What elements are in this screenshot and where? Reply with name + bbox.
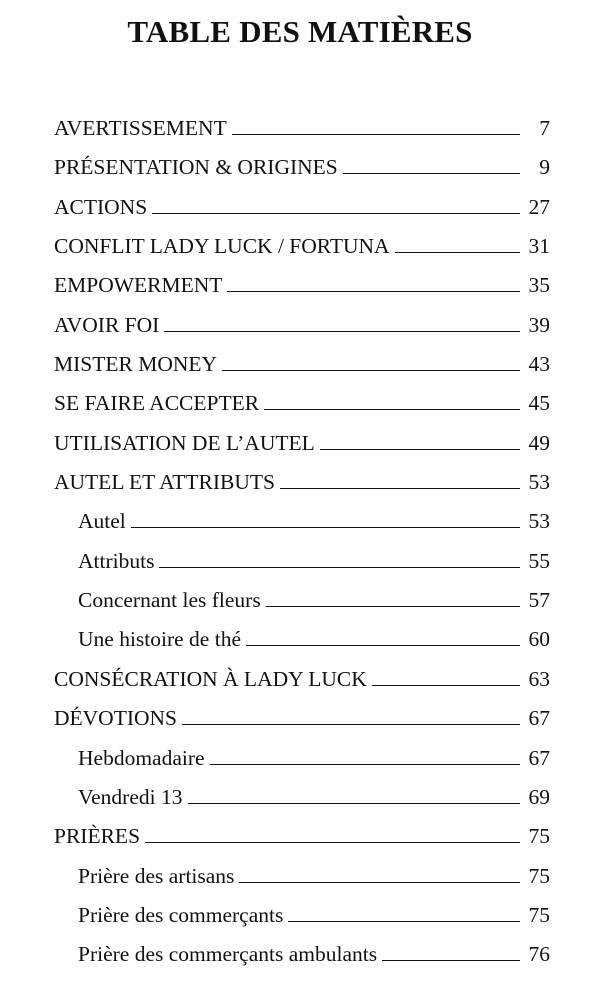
toc-entry-page: 7 <box>539 116 550 140</box>
toc-leader-line <box>343 172 520 174</box>
toc-leader-line <box>222 369 520 371</box>
toc-subentry-concernant-fleurs[interactable] <box>54 585 550 624</box>
toc-entry-page: 75 <box>528 863 550 888</box>
toc-entry-label: Une histoire de thé <box>78 627 241 652</box>
table-of-contents <box>54 113 550 979</box>
toc-leader-line <box>382 959 520 961</box>
toc-entry-page: 67 <box>528 745 550 770</box>
toc-leader-line <box>159 566 520 568</box>
toc-entry-page: 67 <box>528 706 550 731</box>
toc-entry-label: Hebdomadaire <box>78 745 205 770</box>
toc-entry-label: Prière des artisans <box>78 863 235 888</box>
toc-entry-page: 69 <box>528 784 550 809</box>
toc-entry-conflit[interactable] <box>54 231 550 270</box>
toc-entry-label: Concernant les fleurs <box>78 588 261 613</box>
toc-entry-label: Autel <box>78 509 126 534</box>
toc-subentry-histoire-the[interactable] <box>54 624 550 663</box>
toc-entry-label: Vendredi 13 <box>78 784 183 809</box>
toc-leader-line <box>395 251 520 253</box>
toc-subentry-attributs[interactable] <box>54 546 550 585</box>
toc-leader-line <box>227 290 520 292</box>
toc-leader-line <box>164 330 520 332</box>
toc-entry-label: DÉVOTIONS <box>54 706 178 731</box>
toc-entry-page: 31 <box>528 234 550 259</box>
toc-entry-empowerment[interactable] <box>54 270 550 309</box>
toc-entry-page: 35 <box>528 273 550 298</box>
toc-subentry-priere-commercants[interactable] <box>54 900 550 939</box>
toc-entry-label: UTILISATION DE L’AUTEL <box>54 430 315 455</box>
toc-subentry-priere-artisans[interactable] <box>54 861 550 900</box>
toc-subentry-priere-commercants-ambulants[interactable] <box>54 939 550 978</box>
toc-subentry-hebdomadaire[interactable] <box>54 743 550 782</box>
toc-entry-mister-money[interactable] <box>54 349 550 388</box>
toc-entry-avoir-foi[interactable] <box>54 310 550 349</box>
toc-entry-label: Prière des commerçants ambulants <box>78 942 378 967</box>
toc-entry-label: ACTIONS <box>54 194 148 219</box>
toc-entry-label: MISTER MONEY <box>54 352 218 377</box>
page-title: TABLE DES MATIÈRES <box>127 14 473 49</box>
toc-leader-line <box>239 881 520 883</box>
toc-entry-page: 53 <box>528 509 550 534</box>
toc-entry-page: 27 <box>528 194 550 219</box>
toc-entry-page: 53 <box>528 470 550 495</box>
toc-entry-page: 63 <box>528 666 550 691</box>
toc-entry-label: AVOIR FOI <box>54 312 160 337</box>
toc-entry-utilisation-autel[interactable] <box>54 428 550 467</box>
toc-entry-label: CONSÉCRATION À LADY LUCK <box>54 666 367 691</box>
toc-entry-label: Prière des commerçants <box>78 902 284 927</box>
toc-entry-label: AVERTISSEMENT <box>54 116 227 140</box>
toc-entry-page: 76 <box>528 942 550 967</box>
toc-leader-line <box>232 133 520 135</box>
toc-entry-devotions[interactable] <box>54 703 550 742</box>
toc-entry-page: 9 <box>539 155 550 180</box>
toc-leader-line <box>264 408 520 410</box>
toc-leader-line <box>246 644 520 646</box>
toc-leader-line <box>210 763 520 765</box>
toc-entry-page: 75 <box>528 902 550 927</box>
toc-entry-page: 45 <box>528 391 550 416</box>
toc-entry-page: 39 <box>528 312 550 337</box>
toc-leader-line <box>152 212 520 214</box>
toc-subentry-autel[interactable] <box>54 506 550 545</box>
toc-entry-se-faire-accepter[interactable] <box>54 388 550 427</box>
toc-leader-line <box>372 684 520 686</box>
toc-leader-line <box>188 802 521 804</box>
toc-leader-line <box>145 841 520 843</box>
toc-entry-presentation-origines[interactable] <box>54 152 550 191</box>
toc-leader-line <box>320 448 520 450</box>
toc-entry-page: 57 <box>528 588 550 613</box>
toc-leader-line <box>280 487 520 489</box>
toc-entry-label: SE FAIRE ACCEPTER <box>54 391 260 416</box>
toc-leader-line <box>131 526 520 528</box>
toc-entry-label: Attributs <box>78 548 155 573</box>
toc-subentry-vendredi-13[interactable] <box>54 782 550 821</box>
toc-entry-page: 43 <box>528 352 550 377</box>
toc-leader-line <box>182 723 520 725</box>
toc-entry-page: 55 <box>528 548 550 573</box>
toc-leader-line <box>266 605 520 607</box>
toc-entry-label: PRÉSENTATION & ORIGINES <box>54 155 338 180</box>
toc-entry-page: 75 <box>528 824 550 849</box>
toc-entry-label: PRIÈRES <box>54 824 141 849</box>
toc-entry-autel-attributs[interactable] <box>54 467 550 506</box>
toc-leader-line <box>288 920 520 922</box>
toc-entry-page: 60 <box>528 627 550 652</box>
toc-entry-prieres[interactable] <box>54 821 550 860</box>
toc-entry-label: EMPOWERMENT <box>54 273 223 298</box>
toc-entry-consecration[interactable] <box>54 664 550 703</box>
toc-entry-avertissement[interactable] <box>54 113 550 152</box>
toc-entry-label: AUTEL ET ATTRIBUTS <box>54 470 275 495</box>
toc-entry-actions[interactable] <box>54 192 550 231</box>
toc-entry-page: 49 <box>528 430 550 455</box>
toc-entry-label: CONFLIT LADY LUCK / FORTUNA <box>54 234 390 259</box>
